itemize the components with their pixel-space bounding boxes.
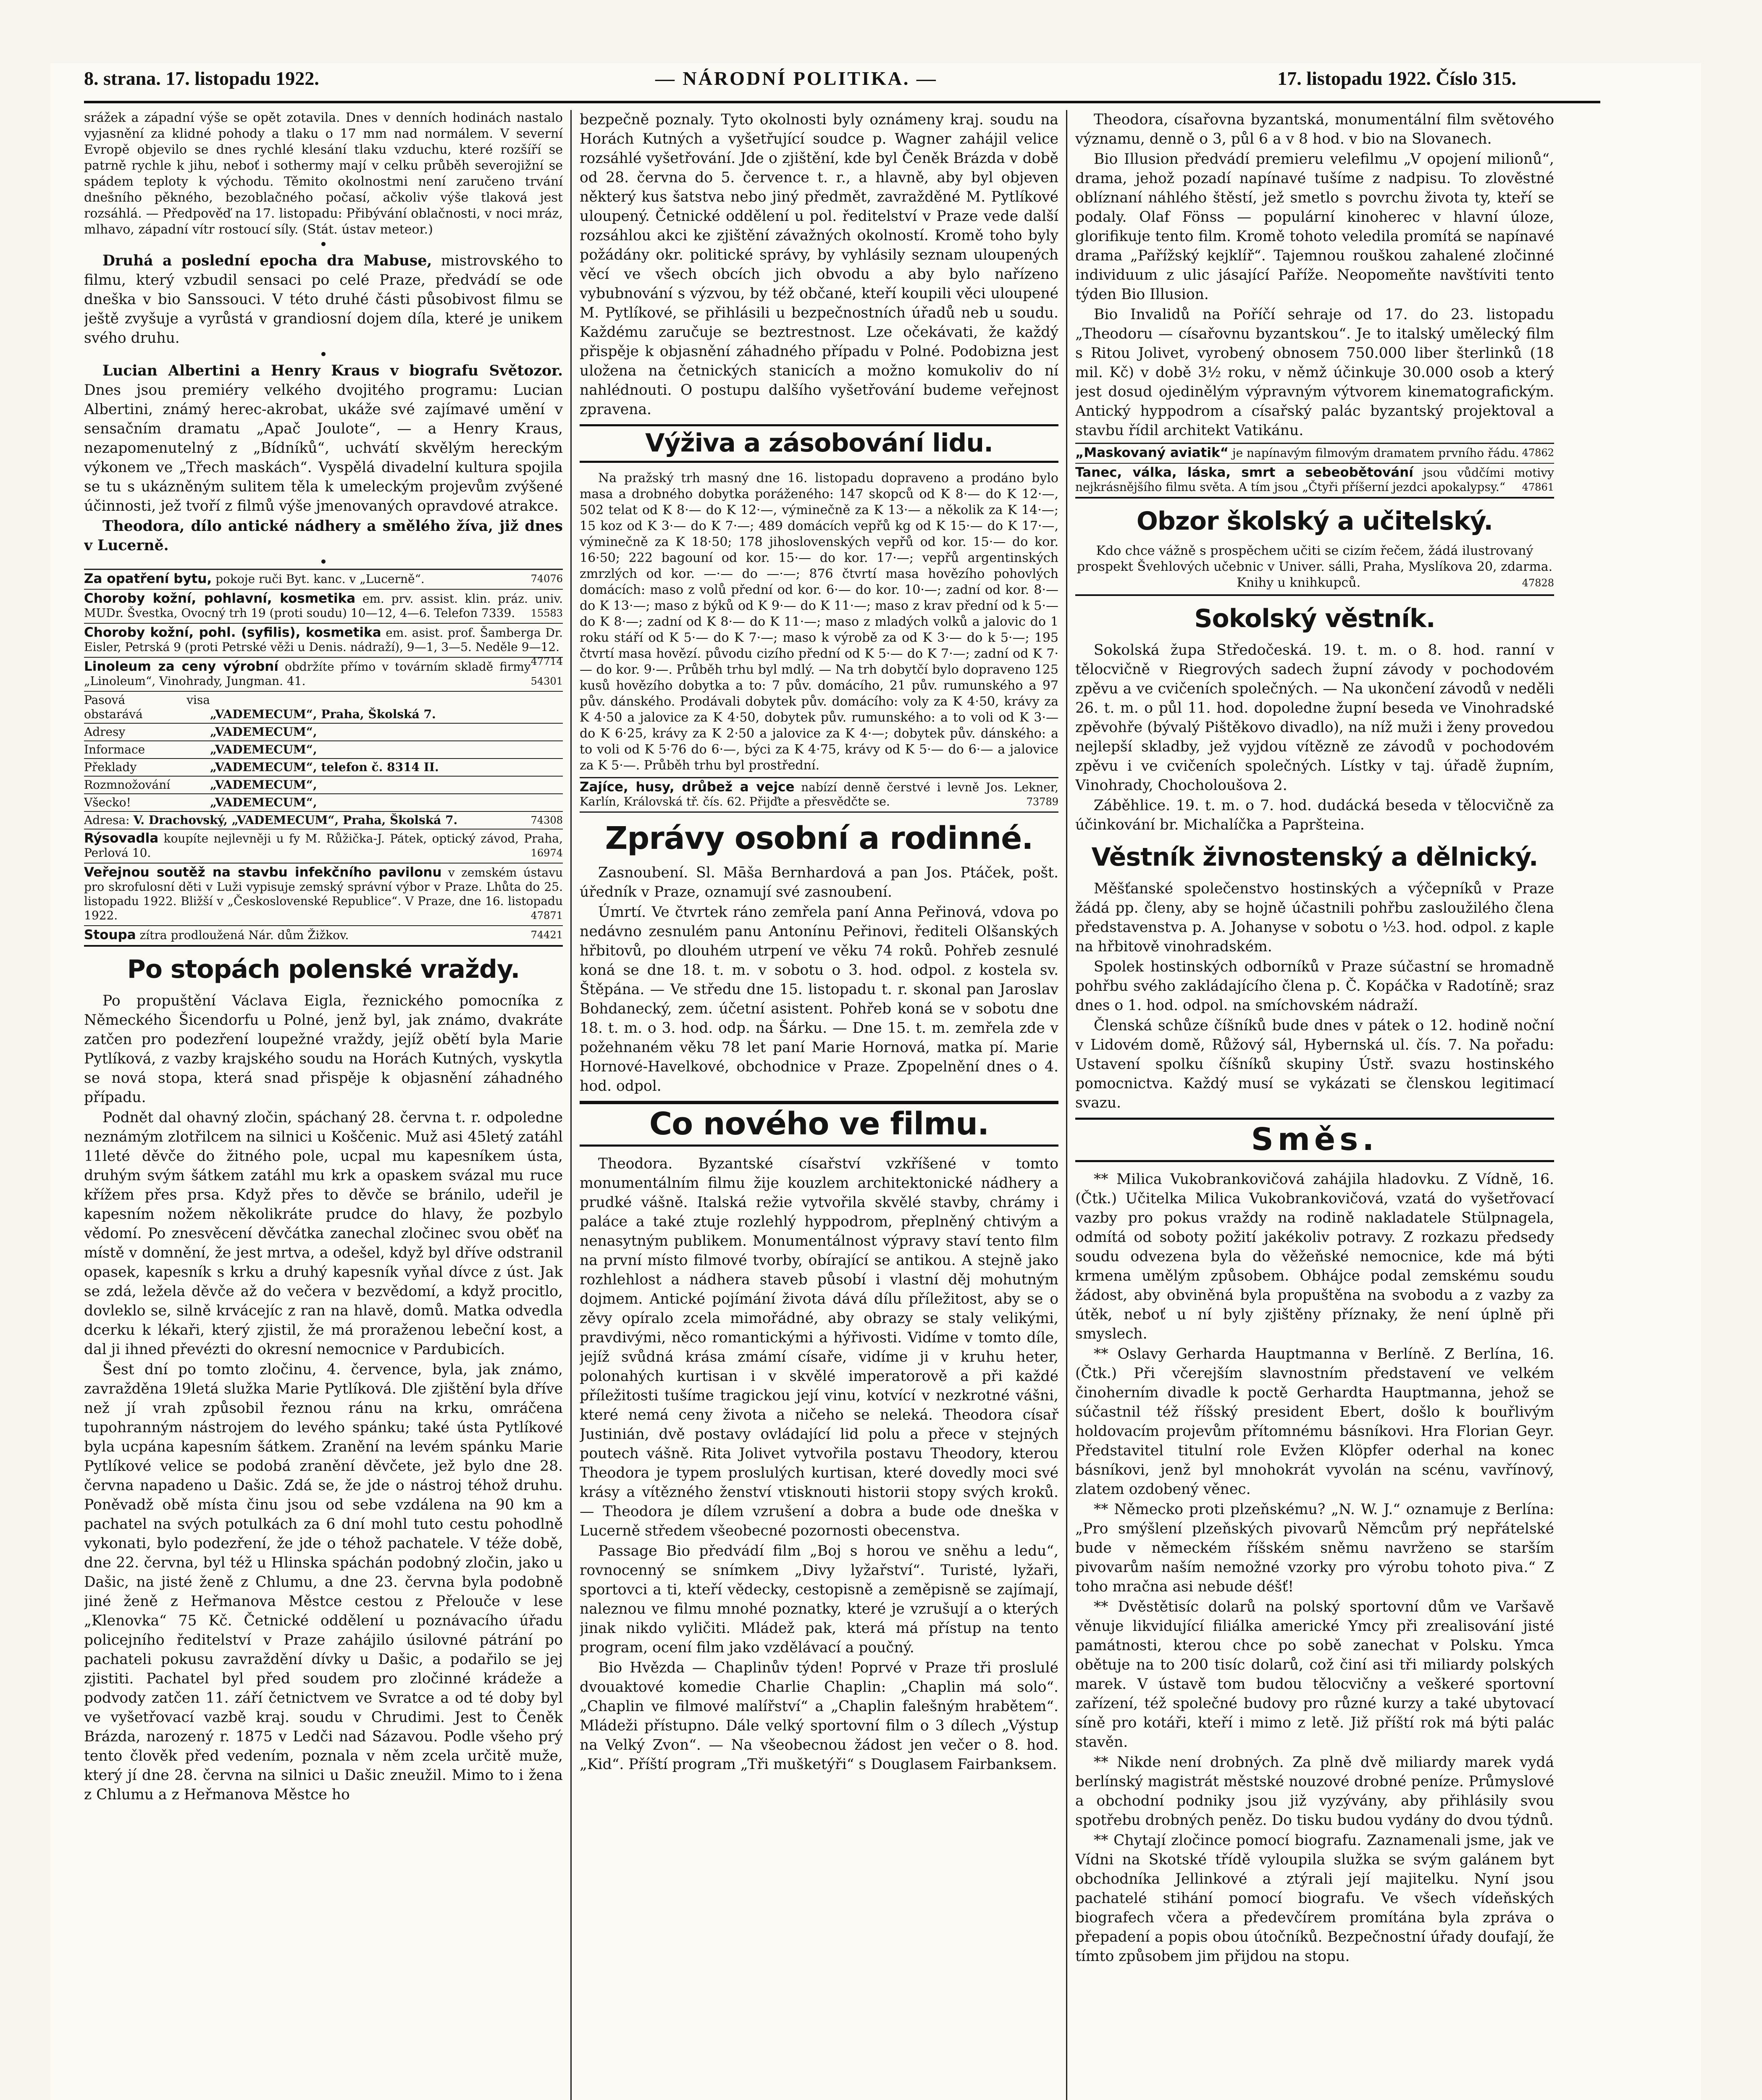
- section-frame: [580, 424, 1058, 463]
- ad-number: 73789: [1026, 796, 1058, 808]
- paragraph: Měšťanské společenstvo hostinských a výčepníků v Praze žádá pp. členy, aby se hojně účastnili pohřbu zasloužilého člena představenstva p. A. Johanyse v sobotu o ½3. hod. odpol. z kaple na hřbitově vinohradském.: [1075, 880, 1554, 955]
- ad-text: koupíte nejlevněji u fy M. Růžička-J. Pátek, optický závod, Praha, Perlová 10.: [84, 832, 563, 860]
- row-value: „VADEMECUM“,: [210, 795, 317, 809]
- article-mabuse: [84, 251, 563, 348]
- ad-text: nabízí denně čerstvé i levně Jos. Lekner, Karlín, Královská tř. čís. 62. Přijďte a přesvědčte se.: [580, 780, 1058, 808]
- section-heading-sokol: Sokolský věstník.: [1194, 604, 1435, 633]
- article-svetozor: [84, 361, 563, 516]
- masthead-title: — NÁRODNÍ POLITIKA. —: [655, 68, 937, 89]
- separator-dot: •: [319, 554, 328, 571]
- section-heading-film: Co nového ve filmu.: [649, 1106, 989, 1142]
- section-frame: [1075, 594, 1554, 596]
- classifieds: [1075, 443, 1554, 499]
- paragraph: Úmrtí. Ve čtvrtek ráno zemřela paní Anna Peřinová, vdova po nedávno zesnulém panu Antonínu Peřinovi, řediteli Olšanských hřbitovů, po dlouhém utrpení ve věku 74 roků. Pohřeb zesnulé koná se dne 18. t. m. v sobotu o 3. hod. odpol. z kostela sv. Štěpána. — Ve středu dne 15. listopadu t. r. skonal pan Jaroslav Bohdanecký, zem. účetní asistent. Pohřeb koná se v sobotu dne 18. t. m. o 3. hod. odp. na Šárku. — Dne 15. t. m. zemřela zde v požehnaném věku 78 let paní Marie Hornová, matka pí. Marie Hornové-Havelkové, obchodnice v Praze. Zpopelnění dnes o 4. hod. odpol.: [580, 904, 1058, 1095]
- column-1: [84, 110, 563, 2100]
- paragraph: Sokolská župa Středočeská. 19. t. m. o 8. hod. ranní v tělocvičně v Riegrových sadech župní závody v pochodovém zpěvu a ve cvičeních společných. — Na ukončení závodů v neděli 26. t. m. o půl 11. hod. dopoledne župní beseda ve Vinohradské zpěvohře (bývalý Pištěkovo divadlo), na níž muži i ženy provedou nejlepší skladby, jež vyjdou vítězně ze závodů v pochodovém zpěvu i ve cvičeních společných. Lístky v taj. úřadě župním, Vinohrady, Chocholoušova 2.: [1075, 642, 1554, 794]
- article-text: Dnes jsou premiéry velkého dvojitého programu: Lucian Albertini, známý herec-akrobat, ukáže své zajímavé umění v sensačním dramatu „Apač Joulote“, — a Henry Kraus, nezapomenutelný z „Bídníků“, uchvátí skvělým hereckým výkonem ve „Třech maskách“. Vyspělá divadelní kultura spojila se tu s ukázněným sulitem těla k umeleckým projevům zvýšené účinnosti, jež tvoří z filmů výše jmenovaných opravdové atrakce.: [84, 382, 563, 514]
- ad-number: 74308: [530, 814, 563, 826]
- classified-ad: [84, 590, 563, 624]
- column-2: [580, 110, 1058, 2100]
- vademecum-row: [84, 741, 563, 759]
- ad-headline: Za opatření bytu,: [84, 571, 212, 586]
- paragraph: Podnět dal ohavný zločin, spáchaný 28. června t. r. odpoledne neznámým zlotřilcem na silnici u Koščenic. Muž asi 45letý zatáhl 11leté děvče do žitného pole, ucpal mu kapesníkem ústa, druhým svým šátkem zatáhl mu krk a opaskem svázal mu ruce křížem přes prsa. Když přes to děvče se bránilo, udeřil je kapesním nožem několikráte prudce do hlavy, že pozbylo vědomí. Po znesvěcení děvčátka zanechal zločinec svou oběť na místě v domnění, že jest mrtva, a odešel, když byl dříve odstranil opasek, kapesník s krku a druhý kapesník vyňal dívce z úst. Jak se zdá, ležela děvče až do večera v bezvědomí, a když procitlo, dovleklo se, silně krvácejíc z ran na hlavě, domů. Matka odvedla dcerku k lékaři, který zjistil, že má proraženou lebeční kost, a dal ji ihned převézti do okresní nemocnice v Pardubicích.: [84, 1109, 563, 1358]
- classified-ad: [84, 658, 563, 692]
- row-value: V. Drachovský, „VADEMECUM“, Praha, Školská 7.: [133, 813, 458, 827]
- section-heading-vyziva: Výživa a zásobování lidu.: [645, 428, 993, 458]
- ad-text: jsou vůdčími motivy nejkrásnějšího filmu světa. A tím jsou „Čtyři příšerní jezdci apokalypsy.“: [1075, 466, 1554, 494]
- section-heading-smes: Směs.: [1251, 1121, 1379, 1158]
- ad-text: v zemském ústavu pro skrofulosní děti v Luži vypisuje zemský správní výbor v Praze. Lhůta do 25. listopadu 1922. Bližší v „Československé Republice“. V Praze, dne 16. listopadu 1922.: [84, 866, 563, 922]
- paragraph: Spolek hostinských odborníků v Praze súčastní se hromadně pohřbu svého zakládajícího člena p. Č. Kopáčka v Radotíně; sraz dnes o 1. hod. odpol. na smíchovském nádraží.: [1075, 958, 1554, 1014]
- classified-ad: [84, 864, 563, 926]
- vademecum-row: [84, 692, 563, 724]
- paragraph: Členská schůze číšníků bude dnes v pátek o 12. hodině noční v Lidovém domě, Růžový sál, Hybernská ul. čís. 7. Na pořadu: Ustavení spolku číšníků skupiny Ústř. svazu hostinského pomocnictva. Každý musí se vykázati se členskou legitimací svazu.: [1075, 1017, 1554, 1111]
- classified-ad: [580, 777, 1058, 813]
- section-heading-zivnost: Věstník živnostenský a dělnický.: [1091, 843, 1538, 872]
- section-heading-polenske: Po stopách polenské vraždy.: [127, 955, 520, 984]
- classified-ad: [84, 926, 563, 947]
- paragraph: Bio Illusion předvádí premieru velefilmu „V opojení milionů“, drama, jehož pozadí napínavé tušíme z nadpisu. To zlověstné oblíznaní náhlého štěstí, jež smetlo s povrchu života ty, kteří se podaly. Olaf Fönss — populární kinoherec v hlavní úloze, glorifikuje tento film. Kromě tohoto veledila promítá se napínavé drama „Pařížský kejklíř“. Tajemnou rouškou zahalené zločinné individuum z ulic jásající Paříže. Neopomeňte navštíviti tento týden Bio Illusion.: [1075, 151, 1554, 303]
- section-frame: [1075, 1118, 1554, 1162]
- ad-headline: Tanec, válka, láska, smrt a sebeobětování: [1075, 465, 1413, 480]
- row-value: „VADEMECUM“, Praha, Školská 7.: [210, 707, 436, 721]
- paragraph: Theodora, císařovna byzantská, monumentální film světového významu, denně o 3, půl 6 a v 8 hod. v bio na Slovanech.: [1075, 111, 1554, 147]
- ad-number: 47714: [530, 656, 563, 667]
- row-value: „VADEMECUM“, telefon č. 8314 II.: [210, 760, 439, 774]
- ad-text: pokoje ruči Byt. kanc. v „Lucerně“.: [215, 572, 425, 586]
- paragraph: ** Německo proti plzeňskému? „N. W. J.“ oznamuje z Berlína: „Pro smýšlení plzeňských pivovarů Němcům prý nepřátelské bude v německém říšském sněmu navrženo se starším pivovarům naším nemožné vzorky pro výrobu tohoto piva.“ Z toho mračna asi nebude déšť!: [1075, 1501, 1554, 1595]
- ad-number: 47871: [530, 910, 563, 921]
- vademecum-row: [84, 794, 563, 812]
- article-text: mistrovského to filmu, který vzbudil sensaci po celé Praze, předvádí se ode dneška v bio Sanssouci. V této druhé části působivost filmu se ještě zvyšuje a vyrůstá v grandiosní dojem díla, které je unikem svého druhu.: [84, 252, 563, 346]
- ad-headline: Veřejnou soutěž na stavbu infekčního pavilonu: [84, 865, 442, 880]
- paragraph: bezpečně poznaly. Tyto okolnosti byly oznámeny kraj. soudu na Horách Kutných a vyšetřující soudce p. Wagner zahájil velice rozsáhlé vyšetřování. Jde o zjištění, kde byl Čeněk Brázda v době od 28. června do 5. července t. r., a hlavně, aby byl objeven některý kus šatstva nebo jiný předmět, zavražděné M. Pytlíkové uloupený. Četnické oddělení u pol. ředitelství v Praze vede další rozsáhlou akci ke zjištění závažných okolností. Kromě toho byly požádány okr. politické správy, by vyhlásily seznam uloupených věcí ve všech obcích jich obvodu a aby bylo nařízeno vybubnování s výzvou, by též občané, kteří koupili věci uloupené M. Pytlíkové, se přihlásili u bezpečnostních úřadů neb u soudu. Každému zaručuje se beztrestnost. Lze očekávati, že každý přispěje k objasnění záhadného případu v Polné. Podobizna jest uložena na četnických stanicích a možno komukoliv do ní nahlédnouti. O postupu dalšího vyšetřování budeme veřejnost zpravena.: [580, 111, 1058, 418]
- header-rule: [84, 101, 1600, 103]
- paragraph: Theodora. Byzantské císařství vzkříšené v tomto monumentálním filmu žije kouzlem architektonické nádhery a prudké vášně. Italská režie vytvořila skvělé stavby, chrámy i paláce a také ztuje rozlehlý hyppodrom, přeplněný chtivým a nenasytným publikem. Monumentálnost výpravy staví tento film na první místo filmové tvorby, obírající se antikou. A stejně jako rozhlehlost a nádhera staveb působí i vlastní děj mohutným dojmem. Antické pojímání života dává dílu příležitost, aby se o zěvy opíralo zcela mimořádné, aby obrazy se staly velikými, pravdivými, něco romantickými a hýřivosti. Vidíme v tomto díle, jejíž svůdná krása zmámí císaře, vidíme ji v kruhu heter, polonahých kurtisan i v skvělé imperatorově a při každé příležitosti tušíme tragickou její vinu, kotvící v nezkrotné vášni, které nemá ceny života a ničeho se neleká. Theodora císař Justinián, dvě postavy ovládající lid polu a přece v stejných poutech vášně. Rita Jolivet vytvořila postavu Theodory, kterou Theodora je typem proslulých kurtisan, které dovedly moci své krásy a vítězného ženství vtisknouti historii stopy svých kroků. — Theodora je dílem vzrušení a dobra a bude ode dneška v Lucerně středem všeobecné pozornosti obecenstva.: [580, 1155, 1058, 1539]
- row-label: Rozmnožování: [84, 778, 171, 792]
- ad-headline: Choroby kožní, pohl. (syfilis), kosmetika: [84, 625, 381, 640]
- vademecum-ad: [84, 692, 563, 830]
- ad-headline: Zajíce, husy, drůbež a vejce: [580, 780, 795, 795]
- ad-headline: Rýsovadla: [84, 831, 159, 846]
- row-label: Všecko!: [84, 795, 131, 809]
- article-theodora-lucerna: Theodora, dílo antické nádhery a smělého žíva, již dnes v Lucerně.: [84, 518, 563, 554]
- row-label: Adresy: [84, 725, 126, 739]
- paragraph: Po propuštění Václava Eigla, řeznického pomocníka z Německého Šicendorfu u Polné, jenž byl, jak známo, dvakráte zatčen pro podezření loupežné vraždy, jejíž obětí byla Marie Pytlíková, z vazby krajského soudu na Horách Kutných, vyskytla se nová stopa, která snad přispěje k objasnění záhadného případu.: [84, 992, 563, 1106]
- vademecum-row: [84, 812, 563, 830]
- page-header: [0, 67, 1651, 97]
- column-3: [1075, 110, 1554, 2100]
- column-rule-1: [570, 110, 572, 2100]
- separator-dot: •: [319, 346, 328, 363]
- ad-text: em. asist. prof. Šamberga Dr. Eisler, Petrská 9 (proti Petrské věži u Denis. nádraží), 9—1, 3—5. Neděle 9—12.: [84, 626, 563, 654]
- ad-headline: Linoleum za ceny výrobní: [84, 659, 278, 674]
- classified-ad: [84, 830, 563, 864]
- ad-headline: Stoupa: [84, 927, 136, 942]
- vademecum-row: [84, 724, 563, 741]
- row-label: Pasová visa obstarává: [84, 693, 210, 721]
- paragraph: ** Oslavy Gerharda Hauptmanna v Berlíně. Z Berlína, 16. (Čtk.) Při včerejším slavnostním představení ve velkém činoherním divadle k poctě Gerhardta Hauptmanna, jehož se súčastnil též říšský president Ebert, došlo k bouřlivým holdovacím projevům přítomnému básníkovi. Hra Florian Geyr. Představitel titulní role Evžen Klöpfer oderhal na konec básníkovi, jenž byl mnohokrát vyvolán na scénu, vavřínový, zlatem ozdobený věnec.: [1075, 1346, 1554, 1498]
- ad-number: 47828: [1522, 577, 1554, 589]
- row-value: „VADEMECUM“,: [210, 725, 317, 739]
- section-frame: [580, 1101, 1058, 1147]
- paragraph: ** Chytají zločince pomocí biografu. Zaznamenali jsme, jak ve Vídni na Skotské třídě vyloupila služka se svým galánem byt obchodníka Jellinkové a ztýrali její majitelku. Nyní jsou pachatelé stihání pomocí biografu. Ve všech vídeňských biografech včera a předevčírem promítána byla zpráva o přepadení a popis obou útočníků. Bezpečnostní úřady doufají, že tímto způsobem jim přijdou na stopu.: [1075, 1832, 1554, 1965]
- paragraph: Passage Bio předvádí film „Boj s horou ve sněhu a ledu“, rovnocenný se snímkem „Divy lyžařství“. Turisté, lyžaři, sportovci a ti, kteří vědecky, cestopisně a zeměpisně se zajímají, naleznou ve filmu mnohé poznatky, které je vzrušují a o kterých jinak nikdo vyličiti. Mládež pak, která má přístup na tento program, ocení film jako vzdělávací a poučný.: [580, 1543, 1058, 1656]
- section-heading-obzor: Obzor školský a učitelský.: [1136, 507, 1493, 536]
- paragraph: Záběhlice. 19. t. m. o 7. hod. dudácká beseda v tělocvičně za účinkování br. Michalíčka a Papršteina.: [1075, 797, 1554, 833]
- ad-number: 74076: [530, 573, 563, 585]
- paragraph: ** Dvěstětisíc dolarů na polský sportovní dům ve Varšavě věnuje likvidující filiálka americké Ymcy při zrealisování jisté památnosti, kterou chce po sobě zanechat v Polsku. Ymca obětuje na to 200 tisíc dolarů, což činí asi tři miliardy polských marek. V ústavě tom budou tělocvičny a veškeré sportovní zařízení, též společné budovy pro různé kurzy a také ubytovací síně pro kotáři, kteří i mimo z letě. Již příští rok má býti palác stavěn.: [1075, 1599, 1554, 1751]
- ad-number: 16974: [530, 847, 563, 859]
- paragraph: ** Nikde není drobných. Za plně dvě miliardy marek vydá berlínský magistrát městské nouzové drobné peníze. Průmyslové a obchodní podniky jsou již vyzývány, aby přihlásily svou spotřebu drobných peněz. Do tisku budou vydány do dvou týdnů.: [1075, 1754, 1554, 1829]
- row-value: „VADEMECUM“,: [210, 743, 317, 756]
- market-report: Na pražský trh masný dne 16. listopadu dopraveno a prodáno bylo masa a drobného dobytka poráženého: 147 skopců od K 8·— do K 12·—, 502 telat od K 8·— do K 12·—, výminečně za K 13·— a několik za K 14·—; 15 koz od K 3·— do K 7·—; 489 domácích vepřů kg od K 15·— do K 17·—, výminečně za K 18·50; 178 jihoslovenských vepřů od kor. 15·— do kor. 16·50; 222 bagouní od kor. 15·— do kor. 17·—; vepřů argentinských zmrzlých od kor. —·— do —·—; 876 čtvrtí masa hovězího pohovlých domácích: maso z volů přední od kor. 6·— do kor. 10·—; zadní od kor. 8·— do K 13·—; maso z býků od K 9·— do K 11·—; maso z krav přední od k 5·— do K 8·—; zadní od K 8·— do K 11·—; maso z mladých volků a jalovic do 1 roku stáří od K 5·— do K 7·—; maso k výrobě za od K 3·— do k 5·—; 195 čtvrtí masa hovězí. původu cizího přední od K 5·— do K 7·—; zadní od K 7·— do kor. 9·—. Průběh trhu byl mdlý. — Na trh dobytčí bylo dopraveno 125 kusů hovězího dobytka a to: 7 pův. domácího, 21 pův. rumunského a 97 pův. dánského. Prodávali dobytek pův. domácího: voly za K 4·50, krávy za K 4·50 a jalovice za K 4·50, dobytek pův. rumunského: a to voli od K 3·— do K 6·25, krávy za K 2·50 a jalovice za K 4·—; dobytek pův. dánského: a to voli od K 5·76 do 6·—, býci za K 4·75, krávy od K 5·— do 6·— a jalovice za K 5·—. Průběh trhu byl prostřední.: [580, 471, 1058, 773]
- header-left: 8. strana. 17. listopadu 1922.: [84, 68, 319, 89]
- classified-ad: [1075, 464, 1554, 499]
- classified-ad: [1075, 444, 1554, 464]
- article-title: Lucian Albertini a Henry Kraus v biografu Světozor.: [102, 362, 563, 379]
- vademecum-row: [84, 759, 563, 777]
- row-label: Adresa:: [84, 813, 130, 827]
- paragraph-text: Kdo chce vážně s prospěchem učiti se cizím řečem, žádá ilustrovaný prospekt Švehlových učebnic v Univer. sálli, Praha, Myslíkova 20, zdarma. Knihy u knihkupců.: [1077, 543, 1553, 590]
- paragraph: ** Milica Vukobrankovičová zahájila hladovku. Z Vídně, 16. (Čtk.) Učitelka Milica Vukobrankovičová, vzatá do vyšetřovací vazby pro pokus vraždy na rodině nakladatele Stülpnagela, odmítá od soboty požití jakékoliv potravy. Z rozkazu předsedy soudu odvezena byla do věžeňské nemocnice, kde má býti krmena umělým způsobem. Obhájce podal zemskému soudu žádost, aby obviněná byla propuštěna na svobodu a z vazby za útěk, neboť u ní byly zjištěny příznaky, že není úplně při smyslech.: [1075, 1171, 1554, 1342]
- ad-text: je napínavým filmovým dramatem prvního řádu.: [1232, 446, 1519, 460]
- row-label: Informace: [84, 743, 145, 756]
- ad-number: 47862: [1522, 447, 1554, 459]
- paragraph: Bio Invalidů na Poříčí sehraje od 17. do 23. listopadu „Theodoru — císařovnu byzantskou“. Je to italský umělecký film s Ritou Jolivet, vyrobený obnosem 750.000 liber šterlinků (18 mil. Kč) v době 3½ roku, v němž účinkuje 30.000 osob a který jest dosud ojedinělým výpravným výtvorem kinematografickým. Antický hyppodrom a císařský palác byzantský projektoval a stavbu řídil architekt Vatikánu.: [1075, 306, 1554, 439]
- classifieds: [84, 569, 563, 947]
- row-value: „VADEMECUM“,: [210, 778, 317, 792]
- paragraph: Šest dní po tomto zločinu, 4. července, byla, jak známo, zavražděna 19letá služka Marie Pytlíková. Dle zjištění byla dříve než jí vrah způsobil řeznou ránu na krku, omráčena tupohranným nástrojem do levého spánku; také ústa Pytlíkové byla ucpána kapesním šátkem. Zranění na levém spánku Marie Pytlíkové velice se podobá zranění děvčete, jež bylo dne 28. června napadeno u Dašic. Zdá se, že jde o nástroj téhož druhu. Poněvadž obě místa činu jsou od sebe vzdálena na 90 km a pachatel na svých potulkách za 6 dní mohl tuto cestu pohodlně vykonati, bylo podezření, že jde o téhož pachatele. V téže době, dne 22. června, byl též u Hlinska spáchán podobný zločin, jako u Dašic, na jisté ženě z Chlumu, a dne 23. června byla podobně jiné ženě z Heřmanova Městce cestou z Přelouče v lese „Klenovka“ 75 Kč. Četnické oddělení u poznávacího úřadu policejního ředitelství v Praze zahájilo úsilovné pátrání po pachateli pokusu zavraždění dívky u Dašic, a podařilo se jej zjistiti. Pachatel byl před soudem pro zločinné krádeže a podvody zatčen 11. září četnictvem ve Svratce a od té doby byl ve vyšetřovací vazbě kraj. soudu v Chrudimi. Jest to Čeněk Brázda, narozený r. 1875 v Ledči nad Sázavou. Podle všeho prý tento člověk před vedením, poznala v něm zcela určitě muže, který jí dne 28. června na silnici u Dašic zneužil. Mimo to i žena z Chlumu a z Heřmanova Městce ho: [84, 1361, 563, 1803]
- column-rule-2: [1066, 110, 1067, 2100]
- ad-headline: Choroby kožní, pohlavní, kosmetika: [84, 591, 356, 606]
- paragraph: Zasnoubení. Sl. Māša Bernhardová a pan Jos. Ptáček, pošt. úředník v Praze, oznamují své zasnoubení.: [580, 864, 1058, 900]
- ad-number: 74421: [530, 929, 563, 941]
- ad-text: obdržíte přímo v továrním skladě firmy „Linoleum“, Vinohrady, Jungman. 41.: [84, 660, 531, 688]
- ad-number: 54301: [530, 675, 563, 687]
- paragraph: [1075, 543, 1554, 591]
- classified-ad: [84, 570, 563, 590]
- ad-number: 47861: [1522, 481, 1554, 493]
- vademecum-row: [84, 777, 563, 794]
- ad-number: 15583: [530, 607, 563, 619]
- header-right: 17. listopadu 1922. Číslo 315.: [1277, 68, 1516, 89]
- ad-headline: „Maskovaný aviatik“: [1075, 445, 1229, 460]
- section-heading-zpravy: Zprávy osobní a rodinné.: [605, 820, 1033, 856]
- weather-report: srážek a západní výše se opět zotavila. Dnes v denních hodinách nastalo vyjasnění za klidné pohody a tlaku o 17 mm nad normálem. V severní Evropě objevilo se dnes rychlé klesání tlaku vzduchu, které rozšíří se patrně rychle k jihu, neboť i sothermy mají v celku průběh severojižní se spádem teploty k východu. Těmito okolnostmi není zaručeno trvání dnešního pěkného, bezoblačného počasí, ačkoliv výše tlaková jest rozsáhlá. — Předpověď na 17. listopadu: Přibývání oblačnosti, v noci mráz, mlhavo, západní vítr rostoucí síly. (Stát. ústav meteor.): [84, 110, 563, 237]
- row-label: Překlady: [84, 760, 137, 774]
- ad-text: em. prv. assist. klin. práz. univ. MUDr. Švestka, Ovocný trh 19 (proti soudu) 10—12, 4—6. Telefon 7339.: [84, 592, 563, 620]
- article-title: Druhá a poslední epocha dra Mabuse,: [102, 252, 432, 269]
- ad-text: zítra prodloužená Nár. dům Žižkov.: [139, 928, 349, 942]
- separator-dot: •: [319, 236, 328, 253]
- paragraph: Bio Hvězda — Chaplinův týden! Poprvé v Praze tři proslulé dvouaktové komedie Charlie Chaplin: „Chaplin má solo“. „Chaplin ve filmové malířství“ a „Chaplin falešným hrabětem“. Mládeži přístupno. Dále velký sportovní film o 3 dílech „Výstup na Velký Zvon“. — Na všeobecnou žádost jen večer o 8. hod. „Kid“. Příští program „Tři mušketýři“ s Douglasem Fairbanksem.: [580, 1659, 1058, 1773]
